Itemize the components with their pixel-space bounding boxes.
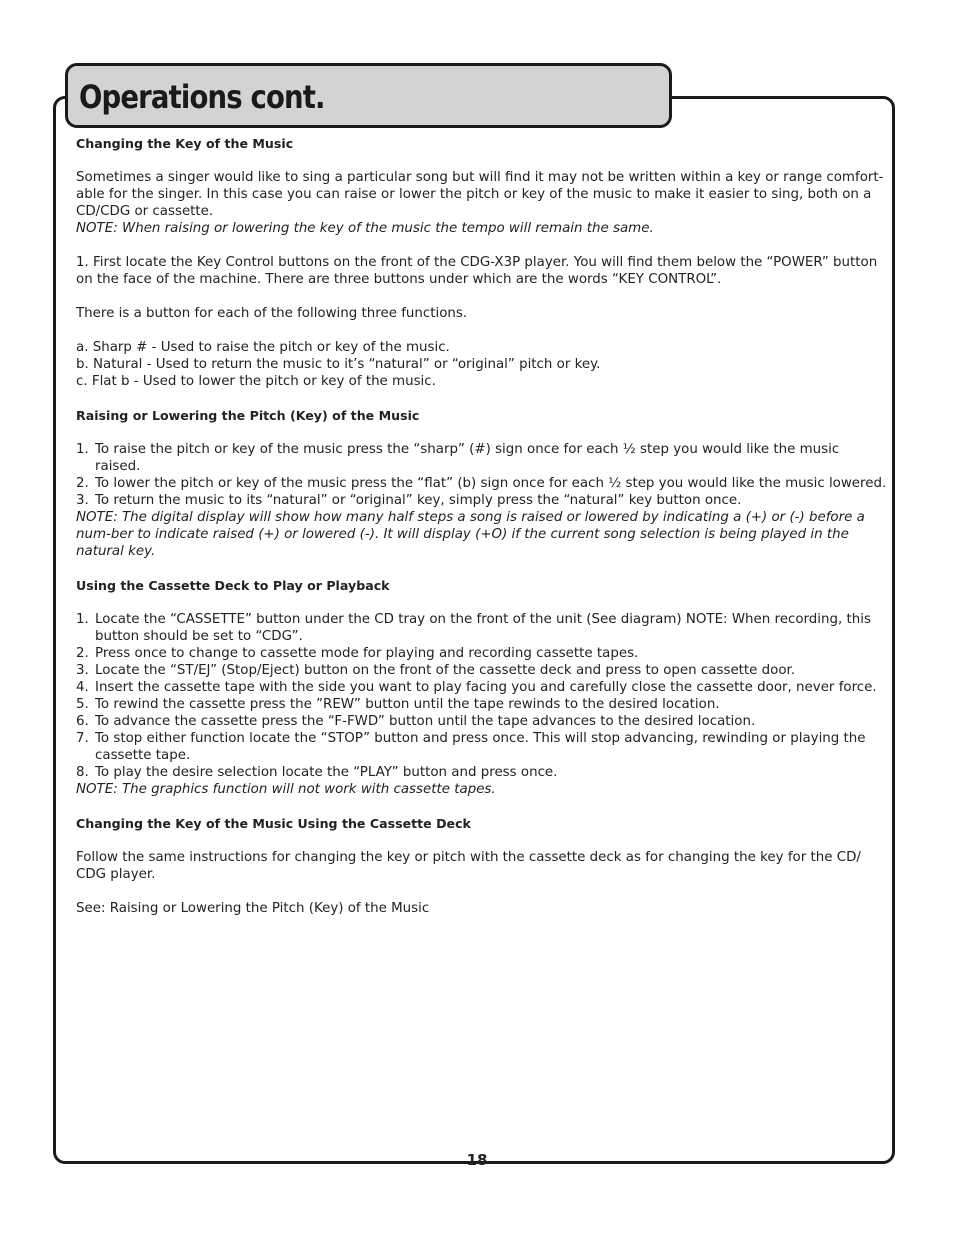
list-item: 3. To return the music to its “natural” or “original” key, simply press the “natural” key button once. (76, 493, 742, 508)
list-item: 7. To stop either function locate the “STOP” button and press once. This will stop advancing, rewinding or playing the cassette tape. (76, 731, 866, 763)
list-item: 2. Press once to change to cassette mode for playing and recording cassette tapes. (76, 646, 639, 661)
list-item: 6. To advance the cassette press the “F-FWD” button until the tape advances to the desired location. (76, 714, 756, 729)
list-item: 1. To raise the pitch or key of the music press the “sharp” (#) sign once for each ½ step you would like the music raised. (76, 442, 840, 474)
list-item: 3. Locate the “ST/EJ” (Stop/Eject) button on the front of the cassette deck and press to open cassette door. (76, 663, 796, 678)
function-flat: c. Flat b - Used to lower the pitch or key of the music. (76, 374, 436, 389)
section1-note: NOTE: When raising or lowering the key of the music the tempo will remain the same. (76, 221, 654, 236)
section1-step1: 1. First locate the Key Control buttons on the front of the CDG-X3P player. You will find them below the “POWER” button on the face of the machine. There are three buttons under which are the words “KEY CONTROL”. (76, 255, 878, 287)
list-item: 5. To rewind the cassette press the ”REW” button until the tape rewinds to the desired location. (76, 697, 720, 712)
section-heading-raising-lowering: Raising or Lowering the Pitch (Key) of the Music (76, 408, 420, 423)
section3-note: NOTE: The graphics function will not work with cassette tapes. (76, 782, 496, 797)
list-item: 8. To play the desire selection locate the “PLAY” button and press once. (76, 765, 558, 780)
function-sharp: a. Sharp # - Used to raise the pitch or key of the music. (76, 340, 450, 355)
cassette-steps-list (76, 611, 888, 781)
page-number: 18 (466, 1151, 488, 1169)
list-item: 1. Locate the “CASSETTE” button under the CD tray on the front of the unit (See diagram) NOTE: When recording, this button should be set to “CDG”. (76, 612, 871, 644)
page-content (76, 135, 888, 917)
pitch-steps-list (76, 441, 888, 509)
section-heading-cassette-key: Changing the Key of the Music Using the Cassette Deck (76, 816, 471, 831)
section-heading-changing-key: Changing the Key of the Music (76, 136, 294, 151)
section4-see-reference: See: Raising or Lowering the Pitch (Key) of the Music (76, 901, 430, 916)
list-item: 4. Insert the cassette tape with the side you want to play facing you and carefully close the cassette door, never force. (76, 680, 877, 695)
section1-functions-intro: There is a button for each of the following three functions. (76, 306, 468, 321)
title-tab (65, 63, 672, 128)
section4-body: Follow the same instructions for changing the key or pitch with the cassette deck as for changing the key for the CD/ CDG player. (76, 850, 861, 882)
list-item: 2. To lower the pitch or key of the music press the “flat” (b) sign once for each ½ step you would like the music lowered. (76, 476, 887, 491)
section2-note: NOTE: The digital display will show how many half steps a song is raised or lowered by indicating a (+) or (-) before a num-ber to indicate raised (+) or lowered (-). It will display (+O) if the current song selection is being played in the natural key. (76, 510, 865, 559)
section1-intro: Sometimes a singer would like to sing a particular song but will find it may not be written within a key or range comfort-able for the singer. In this case you can raise or lower the pitch or key of the music to make it easier to sing, both on a CD/CDG or cassette. (76, 170, 884, 219)
page-title: Operations cont. (79, 78, 325, 116)
section-heading-cassette-deck: Using the Cassette Deck to Play or Playback (76, 578, 390, 593)
function-natural: b. Natural - Used to return the music to it’s “natural” or “original” pitch or key. (76, 357, 601, 372)
